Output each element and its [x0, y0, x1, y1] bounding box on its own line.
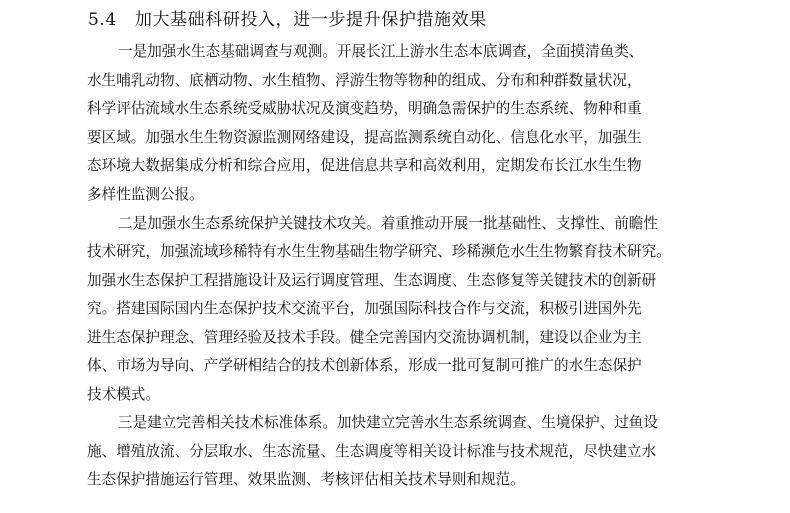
paragraph-2-line-2: 技术研究，加强流域珍稀特有水生生物基础生物学研究、珍稀濒危水生生物繁育技术研究。 [87, 243, 671, 260]
paragraph-2-line-4: 究。搭建国际国内生态保护技术交流平台，加强国际科技合作与交流，积极引进国外先 [87, 300, 642, 317]
paragraph-1-line-2: 水生哺乳动物、底栖动物、水生植物、浮游生物等物种的组成、分布和种群数量状况， [87, 72, 642, 89]
paragraph-1-line-1: 一是加强水生态基础调查与观测。开展长江上游水生态本底调查，全面摸清鱼类、 [118, 43, 644, 60]
paragraph-2-line-6: 体、市场为导向、产学研相结合的技术创新体系，形成一批可复制可推广的水生态保护 [87, 357, 642, 374]
paragraph-1-line-4: 要区域。加强水生生物资源监测网络建设，提高监测系统自动化、信息化水平，加强生 [87, 129, 642, 146]
paragraph-1-line-5: 态环境大数据集成分析和综合应用，促进信息共享和高效利用，定期发布长江水生生物 [87, 157, 642, 174]
paragraph-2-line-7: 技术模式。 [87, 386, 160, 403]
section-heading [88, 8, 487, 32]
paragraph-2-line-3: 加强水生态保护工程措施设计及运行调度管理、生态调度、生态修复等关键技术的创新研 [87, 272, 657, 289]
paragraph-3-line-3: 生态保护措施运行管理、效果监测、考核评估相关技术导则和规范。 [87, 471, 525, 488]
paragraph-1-line-6: 多样性监测公报。 [87, 186, 204, 203]
paragraph-3-line-1: 三是建立完善相关技术标准体系。加快建立完善水生态系统调查、生境保护、过鱼设 [118, 414, 658, 431]
paragraph-1-line-3: 科学评估流域水生态系统受威胁状况及演变趋势，明确急需保护的生态系统、物种和重 [87, 100, 642, 117]
paragraph-2-line-1: 二是加强水生态系统保护关键技术攻关。着重推动开展一批基础性、支撑性、前瞻性 [118, 215, 658, 232]
paragraph-2-line-5: 进生态保护理念、管理经验及技术手段。健全完善国内交流协调机制，建设以企业为主 [87, 329, 642, 346]
paragraph-3-line-2: 施、增殖放流、分层取水、生态流量、生态调度等相关设计标准与技术规范，尽快建立水 [87, 443, 657, 460]
section-number: 5.4 [88, 10, 117, 30]
section-title: 加大基础科研投入，进一步提升保护措施效果 [134, 10, 487, 30]
